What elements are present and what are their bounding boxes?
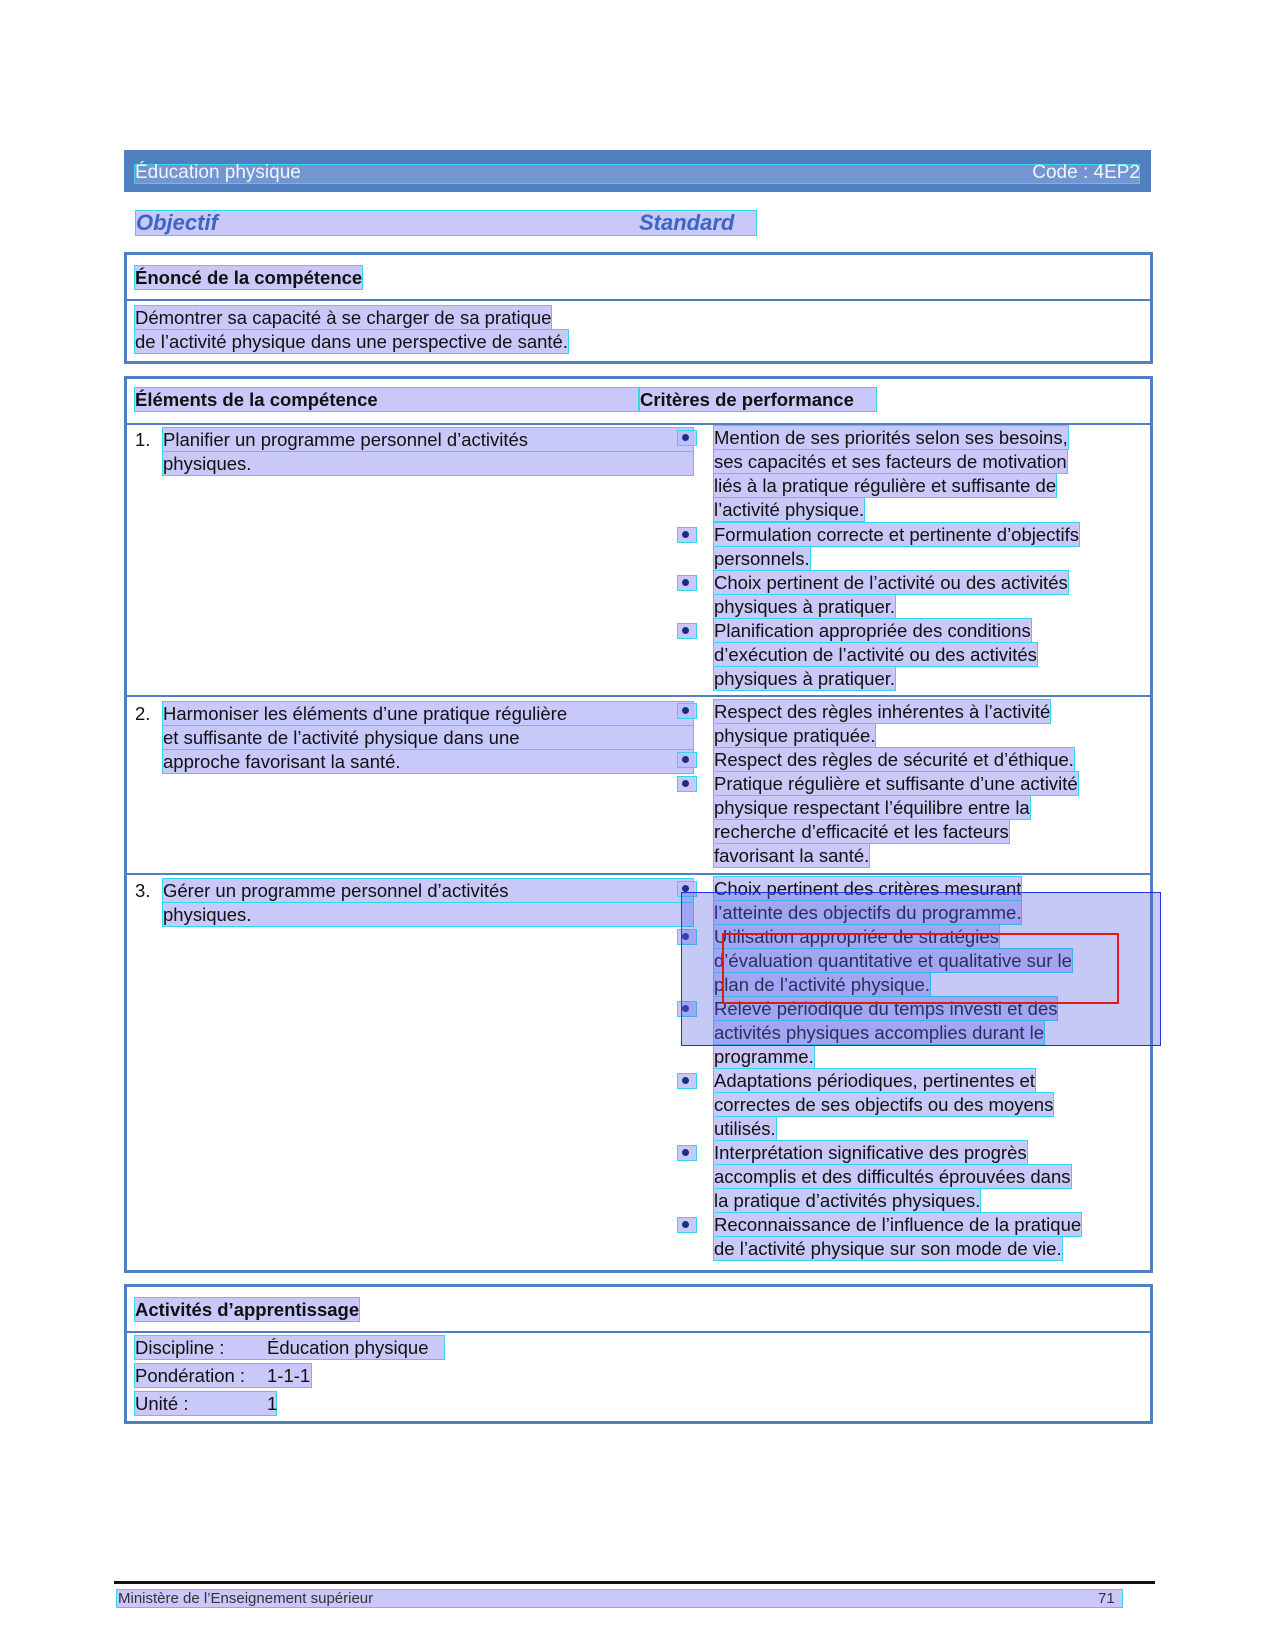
criterion-line: favorisant la santé. xyxy=(714,845,870,866)
divider xyxy=(127,1331,1150,1333)
bullet-icon xyxy=(678,1146,696,1160)
element-text: approche favorisant la santé. xyxy=(163,750,693,773)
enonce-line: de l’activité physique dans une perspective de santé. xyxy=(135,331,568,352)
criterion-line: l’atteinte des objectifs du programme. xyxy=(714,902,1022,923)
bullet-icon xyxy=(678,528,696,542)
bullet-icon xyxy=(678,576,696,590)
criterion-line: Reconnaissance de l’influence de la pratique xyxy=(714,1214,1082,1235)
ponderation-row xyxy=(135,1364,311,1387)
criterion-line: ses capacités et ses facteurs de motivation xyxy=(714,451,1067,472)
criterion-line: Choix pertinent des critères mesurant xyxy=(714,878,1022,899)
criterion-line: physique pratiquée. xyxy=(714,725,876,746)
element-number: 1. xyxy=(135,429,151,450)
enonce-heading: Énoncé de la compétence xyxy=(135,267,363,288)
ponderation-label: Pondération : xyxy=(135,1365,246,1386)
criterion-line: Interprétation significative des progrès xyxy=(714,1142,1027,1163)
criterion-line: utilisés. xyxy=(714,1118,776,1139)
divider xyxy=(127,873,1150,875)
objectif-label: Objectif xyxy=(136,210,218,235)
discipline-value: Éducation physique xyxy=(267,1337,429,1358)
element-number: 2. xyxy=(135,703,151,724)
criterion-line: Mention de ses priorités selon ses besoins, xyxy=(714,427,1068,448)
course-title: Éducation physique xyxy=(135,162,301,183)
bullet-icon xyxy=(678,1074,696,1088)
criterion-line: de l’activité physique sur son mode de vie. xyxy=(714,1238,1062,1259)
criterion-line: Planification appropriée des conditions xyxy=(714,620,1031,641)
bullet-icon xyxy=(678,753,696,767)
divider xyxy=(127,299,1150,301)
criterion-line: Adaptations périodiques, pertinentes et xyxy=(714,1070,1035,1091)
criterion-line: Respect des règles de sécurité et d’éthique. xyxy=(714,749,1074,770)
criterion-line: d’évaluation quantitative et qualitative sur le xyxy=(714,950,1072,971)
criterion-line: l’activité physique. xyxy=(714,499,865,520)
element-text: physiques. xyxy=(163,903,693,926)
bullet-icon xyxy=(678,1218,696,1232)
standard-label: Standard xyxy=(639,210,735,235)
element-text: Harmoniser les éléments d’une pratique régulière xyxy=(163,702,693,725)
elements-heading: Éléments de la compétence xyxy=(135,388,638,411)
criterion-line: Respect des règles inhérentes à l’activité xyxy=(714,701,1051,722)
criterion-line: programme. xyxy=(714,1046,814,1067)
activities-heading: Activités d’apprentissage xyxy=(135,1299,360,1320)
element-text: et suffisante de l’activité physique dans une xyxy=(163,726,693,749)
criterion-line: accomplis et des difficultés éprouvées dans xyxy=(714,1166,1071,1187)
unite-row xyxy=(135,1392,276,1415)
bullet-icon xyxy=(678,777,696,791)
element-number: 3. xyxy=(135,880,151,901)
criterion-line: personnels. xyxy=(714,548,810,569)
unite-value: 1 xyxy=(267,1393,278,1414)
bullet-icon xyxy=(678,431,696,445)
criteria-heading: Critères de performance xyxy=(640,388,876,411)
criterion-line: plan de l’activité physique. xyxy=(714,974,930,995)
divider xyxy=(127,423,1150,425)
criterion-line: Utilisation appropriée de stratégies xyxy=(714,926,999,947)
criterion-line: d’exécution de l’activité ou des activités xyxy=(714,644,1037,665)
bullet-icon xyxy=(678,624,696,638)
criterion-line: Pratique régulière et suffisante d’une activité xyxy=(714,773,1078,794)
bullet-icon xyxy=(678,704,696,718)
unite-label: Unité : xyxy=(135,1393,189,1414)
ponderation-value: 1-1-1 xyxy=(267,1365,311,1386)
divider xyxy=(127,695,1150,697)
criterion-line: activités physiques accomplies durant le xyxy=(714,1022,1045,1043)
element-text: physiques. xyxy=(163,452,693,475)
enonce-line: Démontrer sa capacité à se charger de sa pratique xyxy=(135,307,552,328)
footer-rule xyxy=(114,1581,1155,1584)
criterion-line: la pratique d’activités physiques. xyxy=(714,1190,981,1211)
criterion-line: Choix pertinent de l’activité ou des activités xyxy=(714,572,1068,593)
criterion-line: recherche d’efficacité et les facteurs xyxy=(714,821,1009,842)
course-code: Code : 4EP2 xyxy=(1032,162,1140,183)
discipline-row xyxy=(135,1336,444,1359)
criterion-line: physiques à pratiquer. xyxy=(714,596,896,617)
focus-region[interactable] xyxy=(722,933,1119,1004)
criterion-line: correctes de ses objectifs ou des moyens xyxy=(714,1094,1054,1115)
element-text: Gérer un programme personnel d’activités xyxy=(163,879,693,902)
objective-standard-row xyxy=(136,211,756,235)
criterion-line: liés à la pratique régulière et suffisante de xyxy=(714,475,1057,496)
criterion-line: Formulation correcte et pertinente d’objectifs xyxy=(714,524,1080,545)
page-number: 71 xyxy=(1098,1590,1115,1607)
footer-ministry: Ministère de l’Enseignement supérieur xyxy=(118,1590,374,1607)
criterion-line: physique respectant l’équilibre entre la xyxy=(714,797,1030,818)
criterion-line: physiques à pratiquer. xyxy=(714,668,896,689)
discipline-label: Discipline : xyxy=(135,1337,225,1358)
criterion-line: Relevé périodique du temps investi et des xyxy=(714,998,1058,1019)
element-text: Planifier un programme personnel d’activités xyxy=(163,428,693,451)
